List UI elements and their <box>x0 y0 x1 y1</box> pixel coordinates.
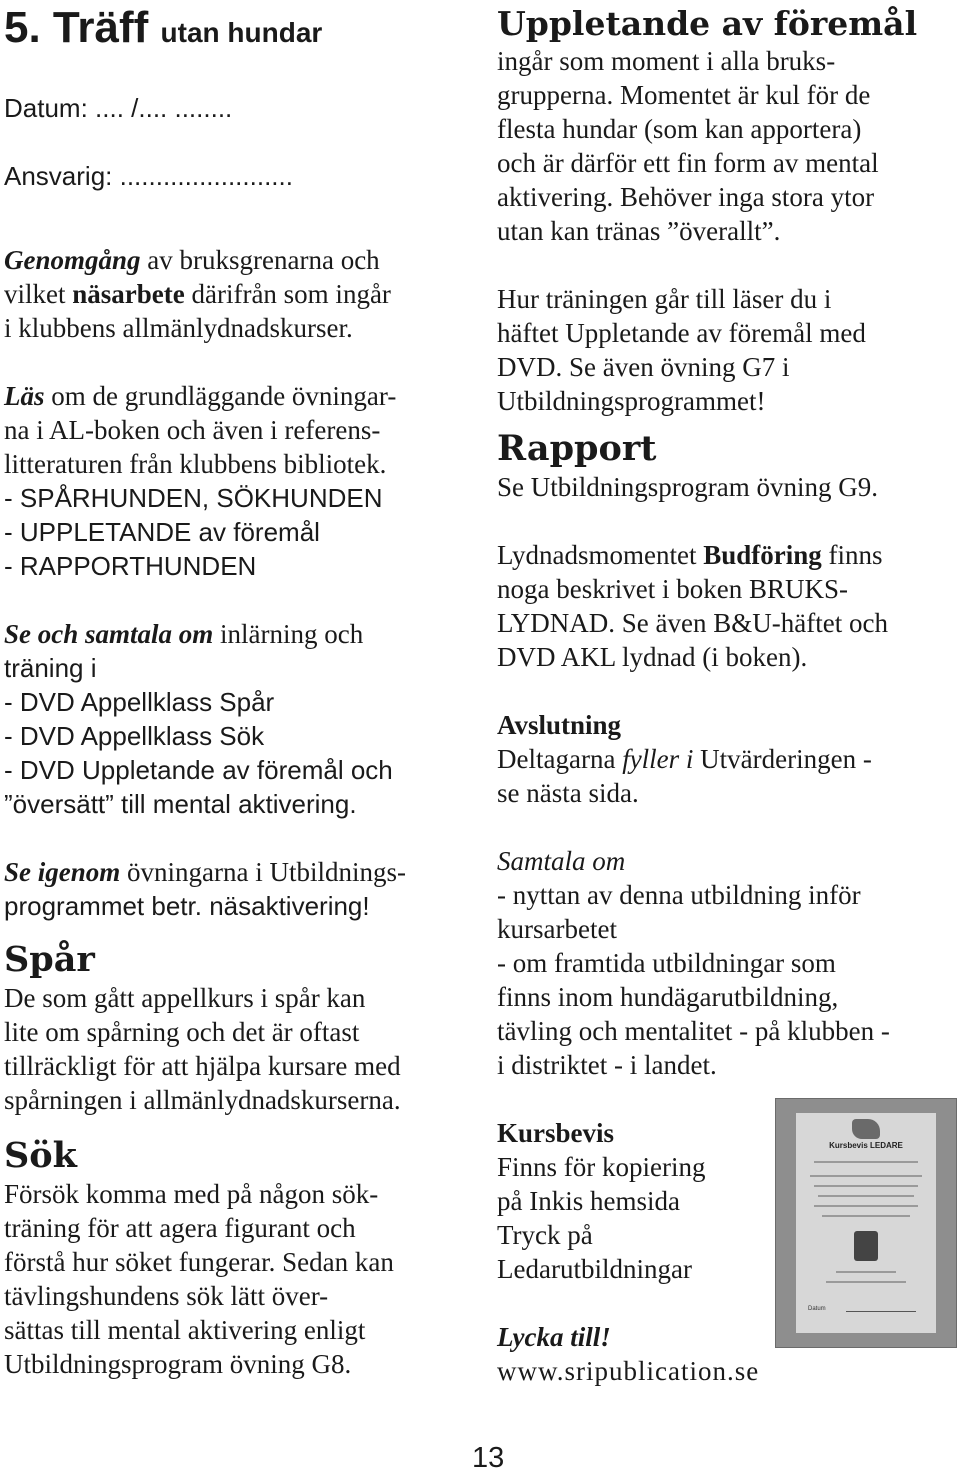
avslutning-italic: fyller i <box>622 744 694 774</box>
certificate-text-line <box>836 1271 896 1273</box>
certificate-paper <box>796 1113 936 1333</box>
dog-logo-icon <box>852 1119 880 1139</box>
samtala-line: tävling och mentalitet - på klubben - <box>497 1016 890 1046</box>
kursbevis-line: Tryck på <box>497 1220 593 1250</box>
kursbevis-heading: Kursbevis <box>497 1118 615 1148</box>
uppletande-line: och är därför ett fin form av mental <box>497 148 879 178</box>
budforing-line1 <box>497 538 957 572</box>
las-paragraph-line1 <box>4 379 474 413</box>
rapport-heading: Rapport <box>497 428 657 469</box>
igenom-paragraph-line1 <box>4 855 474 889</box>
kursbevis-line: på Inkis hemsida <box>497 1186 680 1216</box>
left-column <box>4 0 474 1381</box>
genomgang-paragraph-line2 <box>4 277 474 311</box>
genomgang-text: vilket <box>4 279 73 309</box>
spar-paragraph <box>4 981 474 1117</box>
section-title-main: 5. Träff <box>4 3 149 52</box>
spar-heading: Spår <box>4 939 95 980</box>
se-lead: Se och samtala om <box>4 619 214 649</box>
certificate-seal-icon <box>854 1231 878 1261</box>
traning-line: Hur träningen går till läser du i <box>497 284 832 314</box>
website-link[interactable]: www.sripublication.se <box>497 1356 760 1386</box>
samtala-line: - om framtida utbildningar som <box>497 948 836 978</box>
sok-paragraph <box>4 1177 474 1381</box>
nasarbete-term: näsarbete <box>72 279 185 309</box>
section-title-sub: utan hundar <box>160 17 323 48</box>
samtala-heading: Samtala om <box>497 846 626 876</box>
uppletande-line: flesta hundar (som kan apportera) <box>497 114 862 144</box>
list-item: ”översätt” till mental aktivering. <box>4 789 357 819</box>
list-item: - DVD Appellklass Spår <box>4 687 275 717</box>
kursbevis-line: Ledarutbildningar <box>497 1254 692 1284</box>
samtala-line: kursarbetet <box>497 914 617 944</box>
genomgang-lead: Genomgång <box>4 245 141 275</box>
lycka-till: Lycka till! <box>497 1322 611 1352</box>
sok-heading: Sök <box>4 1135 77 1176</box>
genomgang-paragraph-line3: i klubbens allmänlydnadskurser. <box>4 313 353 343</box>
list-item: - DVD Appellklass Sök <box>4 721 265 751</box>
rapport-line: Se Utbildningsprogram övning G9. <box>497 472 878 502</box>
budforing-term: Budföring <box>703 540 822 570</box>
certificate-text-line <box>818 1195 914 1197</box>
samtala-line: finns inom hundägarutbildning, <box>497 982 839 1012</box>
certificate-signature-line <box>846 1311 916 1312</box>
traning-paragraph <box>497 282 957 418</box>
sok-line: Försök komma med på någon sök- <box>4 1179 379 1209</box>
sok-line: tävlingshundens sök lätt över- <box>4 1281 329 1311</box>
avslutning-text: Utvärderingen - <box>693 744 872 774</box>
avslutning-text: Deltagarna <box>497 744 623 774</box>
certificate-text-line <box>810 1175 922 1177</box>
budforing-line: DVD AKL lydnad (i boken). <box>497 642 808 672</box>
page-number: 13 <box>472 1442 505 1474</box>
kursbevis-line: Finns för kopiering <box>497 1152 706 1182</box>
spar-line: De som gått appellkurs i spår kan <box>4 983 366 1013</box>
list-item: - DVD Uppletande av föremål och <box>4 755 393 785</box>
genomgang-paragraph-line1 <box>4 243 474 277</box>
traning-line: häftet Uppletande av föremål med <box>497 318 866 348</box>
list-item: - SPÅRHUNDEN, SÖKHUNDEN <box>4 483 383 513</box>
avslutning-heading: Avslutning <box>497 710 622 740</box>
sok-line: sättas till mental aktivering enligt <box>4 1315 366 1345</box>
spar-line: spårningen i allmänlydnadskurserna. <box>4 1085 401 1115</box>
sok-line: träning för att agera figurant och <box>4 1213 356 1243</box>
certificate-title: Kursbevis LEDARE <box>829 1141 903 1150</box>
uppletande-line: grupperna. Momentet är kul för de <box>497 80 871 110</box>
uppletande-heading: Uppletande av föremål <box>497 4 918 43</box>
se-text: inlärning och <box>213 619 364 649</box>
budforing-text: Lydnadsmomentet <box>497 540 704 570</box>
igenom-paragraph-line2: programmet betr. näsaktivering! <box>4 891 370 921</box>
genomgang-text: av bruksgrenarna och <box>140 245 380 275</box>
uppletande-line: aktivering. Behöver inga stora ytor <box>497 182 875 212</box>
list-item: - UPPLETANDE av föremål <box>4 517 320 547</box>
uppletande-line: ingår som moment i alla bruks- <box>497 46 836 76</box>
igenom-lead: Se igenom <box>4 857 121 887</box>
uppletande-line: utan kan tränas ”överallt”. <box>497 216 781 246</box>
las-text: om de grundläggande övningar- <box>44 381 397 411</box>
spar-line: tillräckligt för att hjälpa kursare med <box>4 1051 401 1081</box>
se-paragraph-line1 <box>4 617 474 651</box>
certificate-text-line <box>814 1185 918 1187</box>
budforing-text: finns <box>821 540 883 570</box>
sok-line: förstå hur söket fungerar. Sedan kan <box>4 1247 394 1277</box>
certificate-text-line <box>814 1161 918 1163</box>
certificate-text-line <box>814 1205 918 1207</box>
budforing-line: LYDNAD. Se även B&U-häftet och <box>497 608 888 638</box>
sok-line: Utbildningsprogram övning G8. <box>4 1349 352 1379</box>
certificate-signature-label: Datum <box>808 1306 826 1312</box>
igenom-text: övningarna i Utbildnings- <box>120 857 406 887</box>
las-paragraph-line3: litteraturen från klubbens bibliotek. <box>4 449 387 479</box>
budforing-line: noga beskrivet i boken BRUKS- <box>497 574 848 604</box>
certificate-text-line <box>822 1215 910 1217</box>
avslutning-line1 <box>497 742 957 776</box>
samtala-line: - nyttan av denna utbildning inför <box>497 880 861 910</box>
las-paragraph-line2: na i AL-boken och även i referens- <box>4 415 381 445</box>
genomgang-text: därifrån som ingår <box>184 279 391 309</box>
section-title <box>4 0 474 61</box>
certificate-text-line <box>826 1281 906 1283</box>
uppletande-paragraph <box>497 44 957 248</box>
samtala-line: i distriktet - i landet. <box>497 1050 717 1080</box>
certificate-thumbnail <box>775 1098 957 1348</box>
avslutning-line2: se nästa sida. <box>497 778 639 808</box>
responsible-line: Ansvarig: ........................ <box>4 161 293 191</box>
date-line: Datum: .... /.... ........ <box>4 93 233 123</box>
traning-line: Utbildningsprogrammet! <box>497 386 766 416</box>
spar-line: lite om spårning och det är oftast <box>4 1017 360 1047</box>
se-paragraph-line2: träning i <box>4 653 97 683</box>
las-lead: Läs <box>4 381 45 411</box>
traning-line: DVD. Se även övning G7 i <box>497 352 790 382</box>
list-item: - RAPPORTHUNDEN <box>4 551 257 581</box>
